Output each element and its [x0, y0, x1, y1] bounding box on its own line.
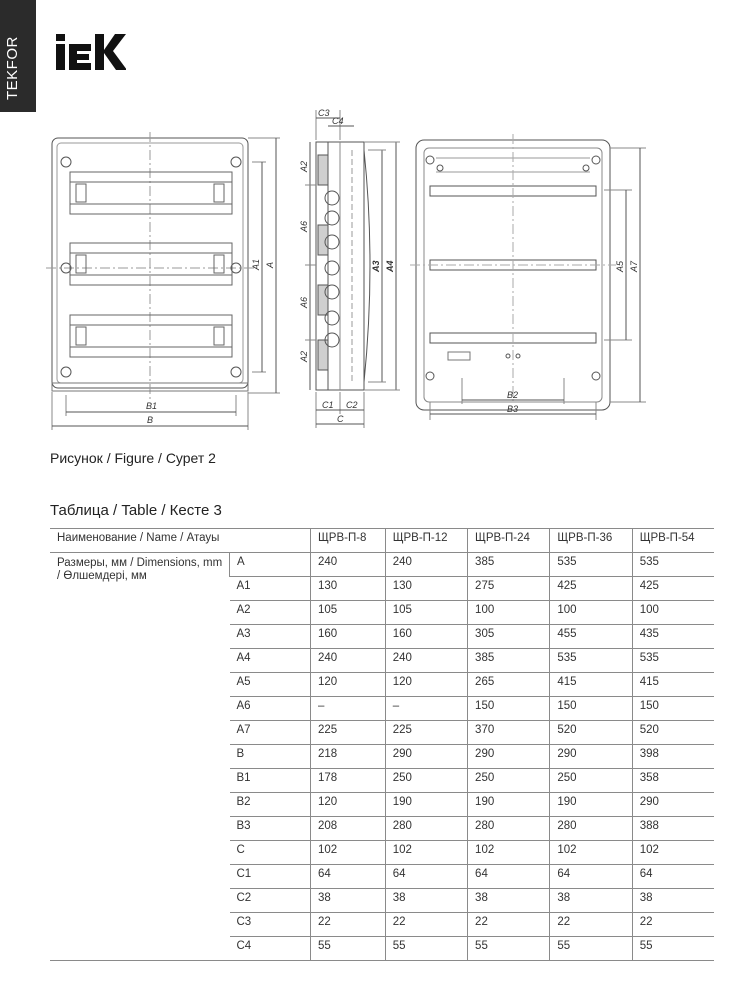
- param-cell: A1: [230, 577, 311, 601]
- value-cell: 55: [385, 937, 467, 961]
- value-cell: 120: [311, 673, 386, 697]
- value-cell: 520: [550, 721, 632, 745]
- param-cell: C: [230, 841, 311, 865]
- value-cell: 150: [550, 697, 632, 721]
- value-cell: 100: [550, 601, 632, 625]
- value-cell: 455: [550, 625, 632, 649]
- value-cell: 280: [550, 817, 632, 841]
- value-cell: 415: [550, 673, 632, 697]
- value-cell: 102: [385, 841, 467, 865]
- value-cell: 22: [385, 913, 467, 937]
- dim-label-c3: C3: [318, 108, 330, 118]
- value-cell: 218: [311, 745, 386, 769]
- value-cell: 22: [632, 913, 714, 937]
- value-cell: 535: [550, 649, 632, 673]
- value-cell: 55: [550, 937, 632, 961]
- value-cell: 150: [632, 697, 714, 721]
- dim-label-a5: A5: [615, 260, 625, 272]
- value-cell: 240: [385, 553, 467, 577]
- dim-label-c1: C1: [322, 400, 334, 410]
- dim-label-a6-bottom: A6: [299, 296, 309, 308]
- header-col: ЩРВ-П-8: [311, 529, 386, 553]
- value-cell: 64: [311, 865, 386, 889]
- header-col: ЩРВ-П-24: [468, 529, 550, 553]
- value-cell: 38: [468, 889, 550, 913]
- dim-label-a3: A3: [371, 260, 381, 272]
- value-cell: 55: [468, 937, 550, 961]
- value-cell: 520: [632, 721, 714, 745]
- dim-label-a: A: [265, 261, 275, 268]
- value-cell: 120: [311, 793, 386, 817]
- brand-side-tab-label: TEKFOR: [4, 36, 21, 100]
- table-row: [50, 553, 714, 577]
- param-cell: B: [230, 745, 311, 769]
- value-cell: 358: [632, 769, 714, 793]
- dim-label-a7: A7: [629, 260, 639, 272]
- value-cell: 240: [311, 649, 386, 673]
- value-cell: 130: [385, 577, 467, 601]
- value-cell: 102: [468, 841, 550, 865]
- value-cell: 64: [550, 865, 632, 889]
- value-cell: 178: [311, 769, 386, 793]
- value-cell: 280: [468, 817, 550, 841]
- value-cell: 100: [468, 601, 550, 625]
- dim-label-a4: A4: [385, 260, 395, 272]
- value-cell: 290: [550, 745, 632, 769]
- dim-label-a2-top: A2: [299, 160, 309, 172]
- dim-label-b: B: [147, 415, 154, 425]
- value-cell: 38: [311, 889, 386, 913]
- value-cell: 208: [311, 817, 386, 841]
- dimensions-table: [50, 528, 714, 961]
- value-cell: 64: [632, 865, 714, 889]
- value-cell: 38: [550, 889, 632, 913]
- value-cell: 290: [385, 745, 467, 769]
- value-cell: 535: [550, 553, 632, 577]
- value-cell: 290: [468, 745, 550, 769]
- value-cell: 250: [468, 769, 550, 793]
- value-cell: 305: [468, 625, 550, 649]
- front-view-drawing: [46, 132, 280, 430]
- value-cell: 22: [468, 913, 550, 937]
- table-header-row: [50, 529, 714, 553]
- value-cell: 102: [311, 841, 386, 865]
- param-cell: A: [230, 553, 311, 577]
- value-cell: 38: [632, 889, 714, 913]
- value-cell: 388: [632, 817, 714, 841]
- param-cell: C2: [230, 889, 311, 913]
- header-col: ЩРВ-П-54: [632, 529, 714, 553]
- param-cell: C1: [230, 865, 311, 889]
- value-cell: 22: [550, 913, 632, 937]
- value-cell: 190: [550, 793, 632, 817]
- dim-label-a1: A1: [251, 258, 261, 270]
- value-cell: 398: [632, 745, 714, 769]
- dim-label-b2: B2: [507, 390, 519, 400]
- value-cell: 535: [632, 649, 714, 673]
- inner-view-drawing: [410, 134, 646, 420]
- value-cell: 130: [311, 577, 386, 601]
- dim-label-c: C: [337, 414, 344, 424]
- value-cell: 290: [632, 793, 714, 817]
- dim-label-a6-top: A6: [299, 220, 309, 232]
- value-cell: 55: [311, 937, 386, 961]
- dim-label-c2: C2: [346, 400, 358, 410]
- value-cell: 385: [468, 649, 550, 673]
- value-cell: 150: [468, 697, 550, 721]
- value-cell: 100: [632, 601, 714, 625]
- param-cell: A7: [230, 721, 311, 745]
- param-cell: C3: [230, 913, 311, 937]
- value-cell: 415: [632, 673, 714, 697]
- dim-label-c4: C4: [332, 116, 344, 126]
- value-cell: 105: [385, 601, 467, 625]
- value-cell: 102: [632, 841, 714, 865]
- value-cell: 275: [468, 577, 550, 601]
- value-cell: 250: [550, 769, 632, 793]
- value-cell: 22: [311, 913, 386, 937]
- value-cell: 240: [385, 649, 467, 673]
- technical-drawings: [0, 0, 750, 440]
- value-cell: 102: [550, 841, 632, 865]
- value-cell: 425: [632, 577, 714, 601]
- value-cell: 38: [385, 889, 467, 913]
- value-cell: 225: [385, 721, 467, 745]
- value-cell: 240: [311, 553, 386, 577]
- param-cell: B3: [230, 817, 311, 841]
- param-cell: B1: [230, 769, 311, 793]
- value-cell: 370: [468, 721, 550, 745]
- value-cell: 160: [385, 625, 467, 649]
- value-cell: 190: [385, 793, 467, 817]
- value-cell: 64: [468, 865, 550, 889]
- header-col: ЩРВ-П-36: [550, 529, 632, 553]
- value-cell: 265: [468, 673, 550, 697]
- param-cell: A5: [230, 673, 311, 697]
- value-cell: 225: [311, 721, 386, 745]
- value-cell: –: [385, 697, 467, 721]
- value-cell: 250: [385, 769, 467, 793]
- value-cell: 64: [385, 865, 467, 889]
- param-cell: B2: [230, 793, 311, 817]
- value-cell: 425: [550, 577, 632, 601]
- param-cell: A2: [230, 601, 311, 625]
- value-cell: 385: [468, 553, 550, 577]
- value-cell: 535: [632, 553, 714, 577]
- value-cell: 435: [632, 625, 714, 649]
- dimensions-group-label: Размеры, мм / Dimensions, mm / Өлшемдері, мм: [50, 553, 230, 961]
- value-cell: –: [311, 697, 386, 721]
- param-cell: C4: [230, 937, 311, 961]
- value-cell: 105: [311, 601, 386, 625]
- param-cell: A4: [230, 649, 311, 673]
- value-cell: 55: [632, 937, 714, 961]
- dim-label-b1: B1: [146, 401, 158, 411]
- value-cell: 280: [385, 817, 467, 841]
- dim-label-b3: B3: [507, 404, 519, 414]
- value-cell: 160: [311, 625, 386, 649]
- value-cell: 190: [468, 793, 550, 817]
- param-cell: A3: [230, 625, 311, 649]
- header-name: Наименование / Name / Атауы: [50, 529, 311, 553]
- dim-label-a2-bottom: A2: [299, 350, 309, 362]
- value-cell: 120: [385, 673, 467, 697]
- header-col: ЩРВ-П-12: [385, 529, 467, 553]
- table-title: Таблица / Table / Кесте 3: [50, 502, 222, 519]
- param-cell: A6: [230, 697, 311, 721]
- figure-caption: Рисунок / Figure / Сурет 2: [50, 450, 216, 466]
